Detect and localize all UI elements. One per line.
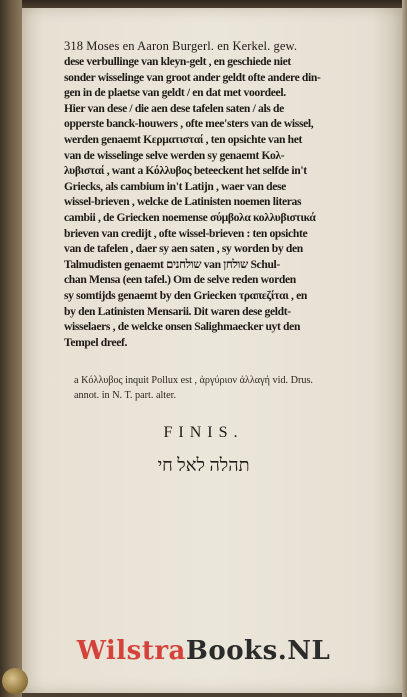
footnote-line: annot. in N. T. part. alter.: [74, 389, 177, 401]
book-spine: [0, 0, 22, 697]
body-line: Talmudisten genaemt שולחנים van שולחן Schul-: [64, 257, 280, 271]
running-head: 318 Moses en Aaron Burgerl. en Kerkel. gew.: [64, 39, 298, 53]
finis-heading: FINIS.: [163, 424, 244, 441]
body-line: wissel-brieven , welcke de Latinisten noemen literas: [64, 195, 302, 209]
body-line: sonder wisselinge van groot ander geldt ofte andere din-: [64, 70, 321, 84]
body-line: sy somtijds genaemt by den Griecken τραπεζίται , en: [64, 288, 307, 302]
body-line: gen in de plaetse van geldt / en dat met voordeel.: [64, 86, 286, 100]
body-line: λυβισταί , want a Κόλλυβος beteeckent het selfde in't: [64, 164, 307, 178]
body-line: cambii , de Griecken noemense σύμβολα κολλυβιστικά: [64, 210, 316, 224]
watermark-logo: [0, 636, 407, 666]
brass-clasp-icon: [2, 668, 28, 694]
hebrew-colophon: תהלה לאל חי: [157, 455, 250, 475]
body-line: Tempel dreef.: [64, 335, 128, 349]
body-line: Hier van dese / die aen dese tafelen saten / als de: [64, 101, 284, 115]
body-line: chan Mensa (een tafel.) Om de selve reden worden: [64, 273, 296, 287]
footnote: [74, 374, 374, 403]
body-line: by den Latinisten Mensarii. Dit waren dese geldt-: [64, 304, 291, 318]
watermark-part-1: Wilstra: [76, 636, 186, 666]
body-line: dese verbullinge van kleyn-gelt , en geschiede niet: [64, 55, 291, 68]
watermark-part-3: .NL: [277, 636, 331, 666]
body-line: van de wisselinge selve werden sy genaemt Κολ-: [64, 148, 285, 162]
page-text-block: [64, 38, 382, 350]
body-line: opperste banck-houwers , ofte mee'sters van de wissel,: [64, 117, 314, 131]
body-line: wisselaers , de welcke onsen Salighmaecker uyt den: [64, 320, 301, 334]
watermark-part-2: Books: [185, 636, 278, 666]
footnote-line: a Κόλλυβος inquit Pollux est , ἀργύριον ἀλλαγή vid. Drus.: [74, 375, 313, 386]
body-line: werden genaemt Κερματισταί , ten opsichte van het: [64, 132, 302, 146]
page-edge: [402, 0, 407, 697]
body-line: van de tafelen , daer sy aen saten , sy worden by den: [64, 242, 303, 256]
body-line: Griecks, als cambium in't Latijn , waer van dese: [64, 179, 286, 193]
body-line: brieven van credijt , ofte wissel-brieven : ten opsichte: [64, 226, 308, 240]
